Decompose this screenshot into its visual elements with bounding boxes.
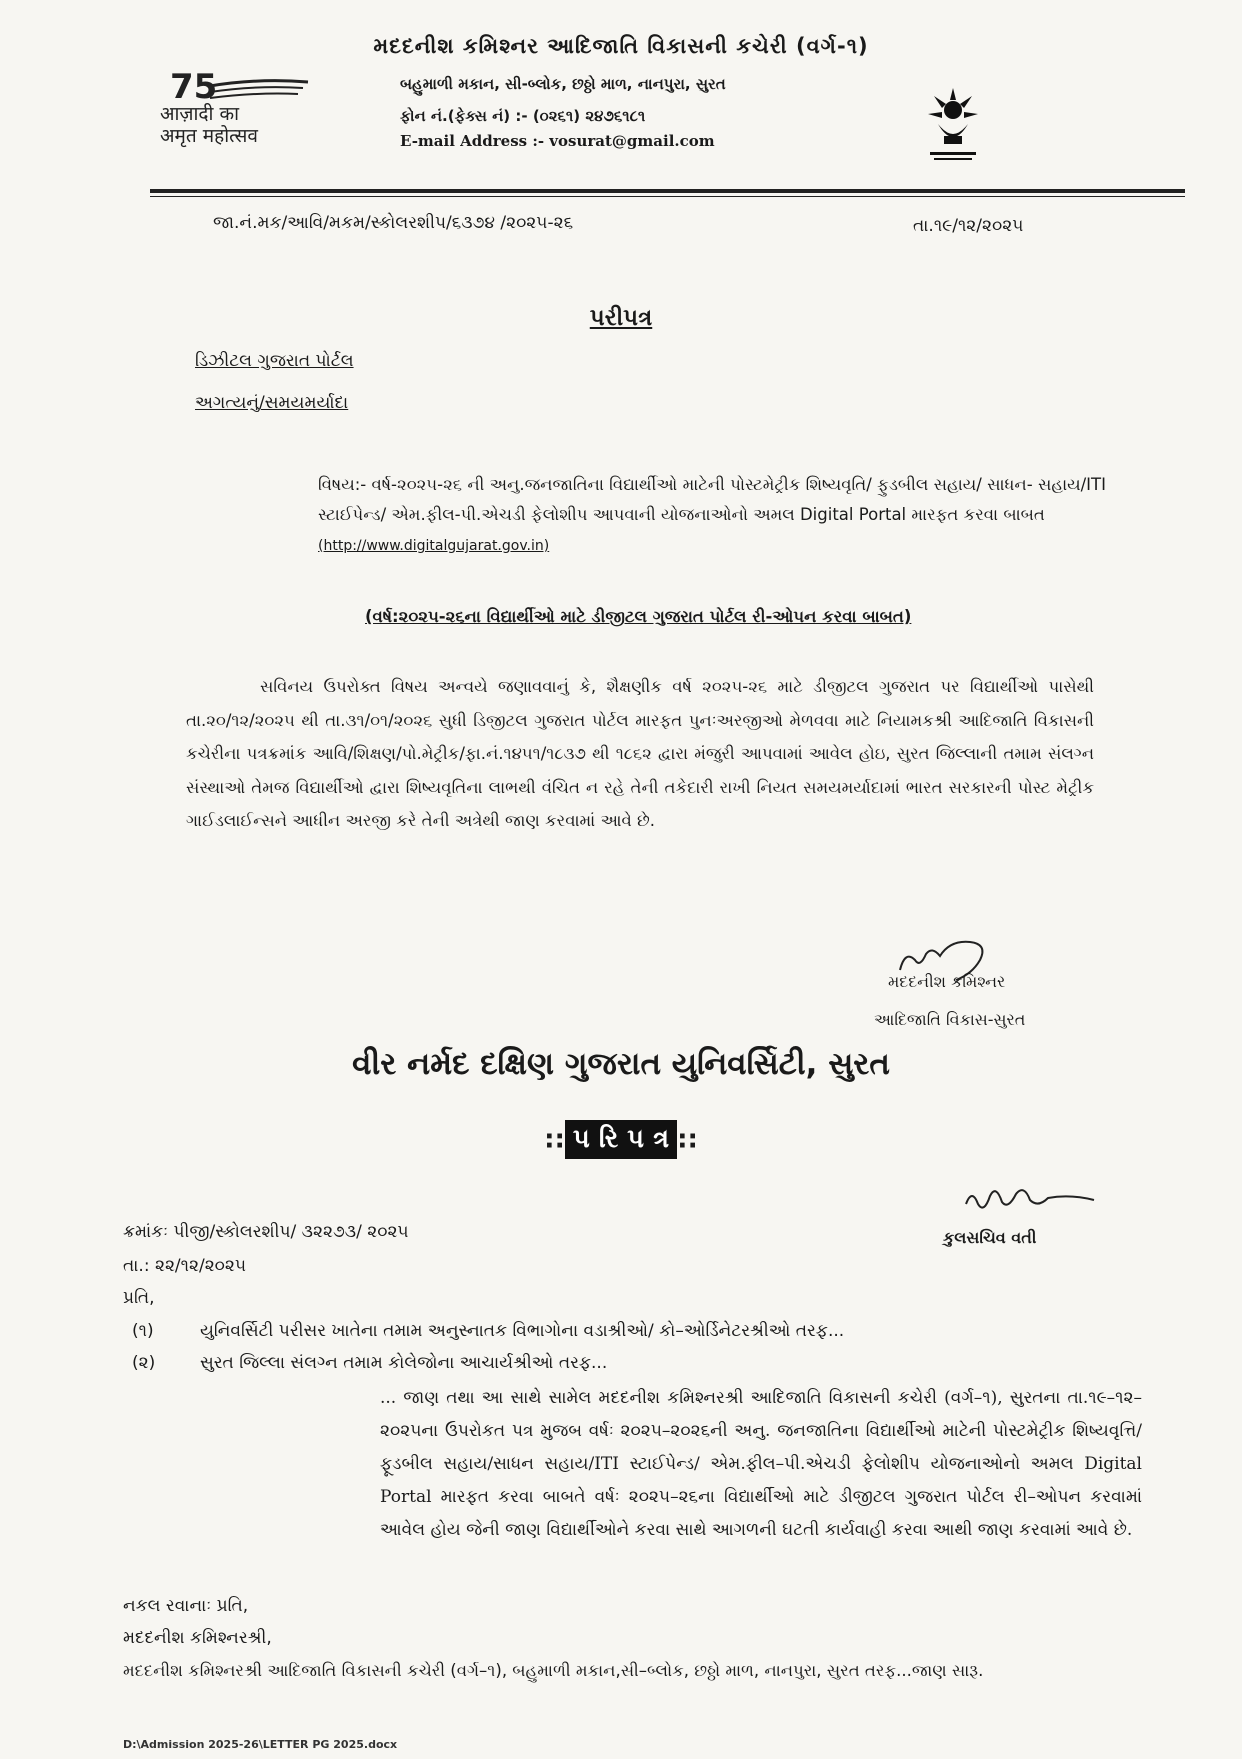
prati-label: પ્રતિ, (123, 1288, 155, 1308)
heading-colon-right: :: (677, 1124, 698, 1155)
item-number-1: (૧) (132, 1321, 154, 1341)
subject-subheading: (વર્ષ:૨૦૨૫-૨૬ના વિદ્યાર્થીઓ માટે ડીજીટલ ગુજરાત પોર્ટલ રી-ઓપન કરવા બાબત) (365, 607, 912, 626)
file-path-footer: D:\Admission 2025-26\LETTER PG 2025.docx (123, 1738, 398, 1751)
office-address: બહુમાળી મકાન, સી-બ્લોક, છઠ્ઠો માળ, નાનપુરા, સુરત (400, 75, 726, 93)
subject-block (318, 470, 1106, 561)
office-email: E-mail Address :- vosurat@gmail.com (400, 132, 715, 150)
circular-title: પરીપત્ર (589, 305, 653, 331)
university-body: ... જાણ તથા આ સાથે સામેલ મદદનીશ કમિશ્નરશ્રી આદિજાતિ વિકાસની કચેરી (વર્ગ–૧), સુરતના તા.૧૯–૧૨–૨૦૨૫ના ઉપરોકત પત્ર મુજબ વર્ષઃ ૨૦૨૫–૨૦૨૬ની અનુ. જનજાતિના વિદ્યાર્થીઓ માટેની પોસ્ટમેટ્રીક શિષ્યવૃત્તિ/ ફૂડબીલ સહાય/સાધન સહાય/ITI સ્ટાઈપેન્ડ/ એમ.ફીલ–પી.એચડી ફેલોશીપ યોજનાઓનો અમલ Digital Portal મારફત કરવા બાબતે વર્ષઃ ૨૦૨૫–૨૬ના વિદ્યાર્થીઓ માટે ડીજીટલ ગુજરાત પોર્ટલ રી–ઓપન કરવામાં આવેલ હોય જેની જાણ વિદ્યાર્થીઓને કરવા સાથે આગળની ઘટતી કાર્યવાહી કરવા આથી જાણ કરવામાં આવે છે. (380, 1388, 1142, 1540)
heading-colon-left: :: (544, 1124, 565, 1155)
portal-link[interactable]: (http://www.digitalgujarat.gov.in) (318, 538, 550, 554)
emblem-logo (920, 80, 986, 166)
tag-digital-portal: ડિઝીટલ ગુજરાત પોર્ટલ (195, 351, 354, 371)
copy-recipient-2: મદદનીશ કમિશ્નરશ્રી આદિજાતિ વિકાસની કચેરી (વર્ગ–૧), બહુમાળી મકાન,સી–બ્લોક, છઠ્ઠો માળ, નાનપુરા, સુરત તરફ...જાણ સારૂ. (123, 1661, 984, 1680)
copy-label: નકલ રવાનાઃ પ્રતિ, (123, 1596, 249, 1616)
item-number-2: (૨) (132, 1353, 156, 1373)
tag-important: અગત્યનું/સમયમર્યાદા (195, 393, 349, 413)
recipient-item-2: સુરત જિલ્લા સંલગ્ન તમામ કોલેજોના આચાર્યશ્રીઓ તરફ... (200, 1353, 608, 1373)
circular-body: સવિનય ઉપરોક્ત વિષય અન્વયે જણાવવાનું કે, શૈક્ષણીક વર્ષ ૨૦૨૫-૨૬ માટે ડીજીટલ ગુજરાત પર વિદ્યાર્થીઓ પાસેથી તા.૨૦/૧૨/૨૦૨૫ થી તા.૩૧/૦૧/૨૦૨૬ સુધી ડિજીટલ ગુજરાત પોર્ટલ મારફત પુનઃઅરજીઓ મેળવવા માટે નિયામકશ્રી આદિજાતિ વિકાસની કચેરીના પત્રક્રમાંક આવિ/શિક્ષણ/પો.મેટ્રીક/ફા.નં.૧૪૫૧/૧૮૩૭ થી ૧૮૬૨ દ્વારા મંજુરી આપવામાં આવેલ હોઇ, સુરત જિલ્લાની તમામ સંલગ્ન સંસ્થાઓ તેમજ વિદ્યાર્થીઓ દ્વારા શિષ્યવૃતિના લાભથી વંચિત ન રહે તેની તકેદારી રાખી નિયત સમયમર્યાદામાં ભારત સરકારની પોસ્ટ મેટ્રીક ગાઈડલાઈન્સને આધીન અરજી કરે તેની અત્રેથી જાણ કરવામાં આવે છે. (186, 677, 1094, 830)
university-name: વીર નર્મદ દક્ષિણ ગુજરાત યુનિવર્સિટી, સુરત (352, 1046, 890, 1082)
header-rule-thin (150, 196, 1185, 197)
svg-text:आज़ादी का: आज़ादी का (160, 103, 239, 125)
university-number: ક્રમાંકઃ પીજી/સ્કોલરશીપ/ ૩૨૨૭૩/ ૨૦૨૫ (123, 1222, 409, 1242)
recipient-item-1: યુનિવર્સિટી પરીસર ખાતેના તમામ અનુસ્નાતક વિભાગોના વડાશ્રીઓ/ કો–ઓર્ડિનેટરશ્રીઓ તરફ... (200, 1321, 845, 1341)
azadi-logo (158, 68, 378, 148)
signatory-title: મદદનીશ કમિશ્નર (888, 972, 1006, 991)
circular-label-box: પ રિ પ ત્ર (565, 1120, 677, 1159)
office-title: મદદનીશ કમિશ્નર આદિજાતિ વિકાસની કચેરી (વર્ગ-૧) (373, 34, 869, 58)
university-circular-heading (0, 1120, 1242, 1159)
svg-text:75: 75 (170, 68, 218, 107)
university-date: તા.: ૨૨/૧૨/૨૦૨૫ (123, 1256, 247, 1276)
office-phone: ફોન નં.(ફેક્સ નં) :- (૦૨૬૧) ૨૪૭૬૧૮૧ (400, 107, 646, 125)
letter-date: તા.૧૯/૧૨/૨૦૨૫ (913, 216, 1024, 236)
svg-text:अमृत महोत्सव: अमृत महोत्सव (160, 125, 258, 147)
reference-number: જા.નં.મક/આવિ/મકમ/સ્કોલરશીપ/૬૩૭૪ /૨૦૨૫-૨૬ (213, 213, 574, 233)
copy-recipient-1: મદદનીશ કમિશ્નરશ્રી, (123, 1628, 272, 1648)
registrar-label: કુલસચિવ વતી (943, 1228, 1037, 1247)
header-rule (150, 189, 1185, 193)
subject-text: વિષય:- વર્ષ-૨૦૨૫-૨૬ ની અનુ.જનજાતિના વિદ્યાર્થીઓ માટેની પોસ્ટમેટ્રીક શિષ્યવૃતિ/ ફુડબીલ સહાય/ સાધન- સહાય/ITI સ્ટાઈપેન્ડ/ એમ.ફીલ-પી.એચડી ફેલોશીપ આપવાની યોજનાઓનો અમલ Digital Portal મારફત કરવા બાબત (318, 475, 1106, 524)
signatory-office: આદિજાતિ વિકાસ-સુરત (874, 1010, 1026, 1029)
signature-registrar (960, 1174, 1100, 1224)
